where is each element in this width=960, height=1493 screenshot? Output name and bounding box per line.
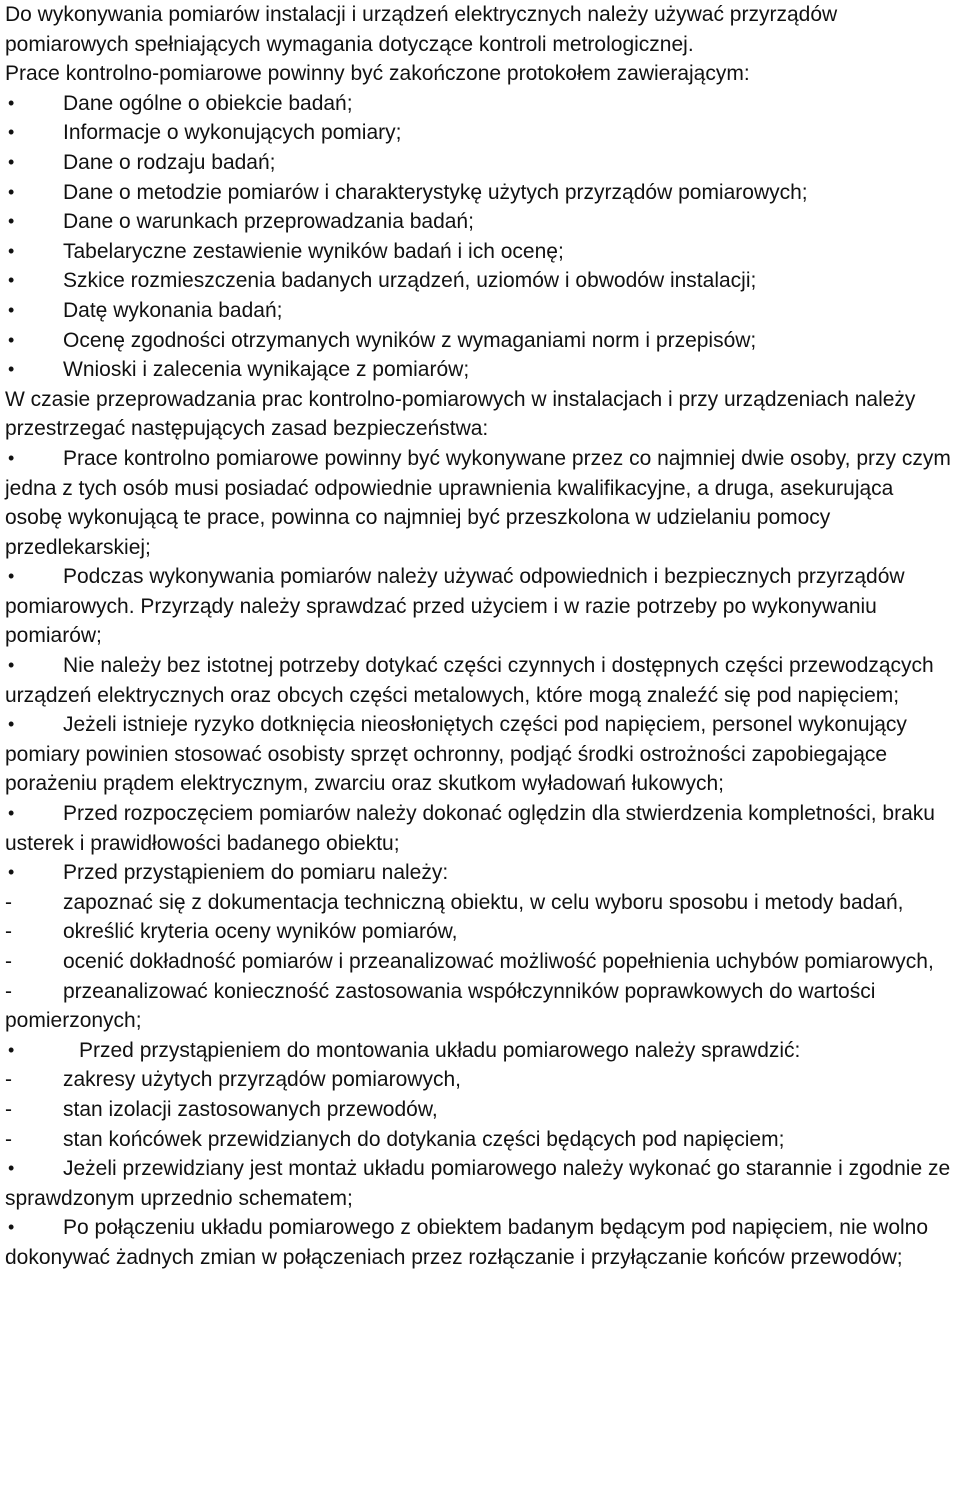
list-item-text: Dane o metodzie pomiarów i charakterystykę użytych przyrządów pomiarowych;	[63, 180, 808, 204]
list-item	[5, 89, 954, 119]
bullet-icon: •	[8, 803, 15, 824]
list-item	[5, 651, 954, 710]
bullet-icon: •	[8, 655, 15, 676]
dash-item	[5, 917, 954, 947]
list-item	[5, 296, 954, 326]
dash-item-text: stan końcówek przewidzianych do dotykania części będących pod napięciem;	[63, 1127, 785, 1151]
bullet-icon: •	[8, 1217, 15, 1238]
dash-item-text: zakresy użytych przyrządów pomiarowych,	[63, 1068, 461, 1092]
list-item-text: Podczas wykonywania pomiarów należy używać odpowiednich i bezpiecznych przyrządów pomiarowych. Przyrządy należy sprawdzać przed użyciem i w razie potrzeby po wykonywaniu pomiarów;	[5, 565, 905, 648]
list-item	[5, 178, 954, 208]
bullet-icon: •	[8, 329, 15, 350]
bullet-icon: •	[8, 714, 15, 735]
list-item	[5, 118, 954, 148]
list-item-text: Przed przystąpieniem do montowania układu pomiarowego należy sprawdzić:	[79, 1038, 801, 1062]
list-item-text: Ocenę zgodności otrzymanych wyników z wymaganiami norm i przepisów;	[63, 328, 757, 352]
bullet-icon: •	[8, 270, 15, 291]
list-item-text: Po połączeniu układu pomiarowego z obiektem badanym będącym pod napięciem, nie wolno dokonywać żadnych zmian w połączeniach przez rozłączanie i przyłączanie końców przewodów;	[5, 1216, 929, 1269]
bullet-icon: •	[8, 566, 15, 587]
list-item-text: Szkice rozmieszczenia badanych urządzeń, uziomów i obwodów instalacji;	[63, 269, 757, 293]
dash-item-text: stan izolacji zastosowanych przewodów,	[63, 1097, 438, 1121]
dash-icon: -	[5, 1127, 12, 1151]
bullet-icon: •	[8, 151, 15, 172]
list-item-text: Nie należy bez istotnej potrzeby dotykać części czynnych i dostępnych części przewodzących urządzeń elektrycznych oraz obcych części metalowych, które mogą znaleźć się pod napięciem;	[5, 654, 934, 707]
dash-item	[5, 977, 954, 1036]
list-item-text: Dane ogólne o obiekcie badań;	[63, 91, 353, 115]
paragraph-protocol: Prace kontrolno-pomiarowe powinny być zakończone protokołem zawierającym:	[5, 62, 750, 86]
list-item	[5, 1154, 954, 1213]
list-item-text: Jeżeli przewidziany jest montaż układu pomiarowego należy wykonać go starannie i zgodnie ze sprawdzonym uprzednio schematem;	[5, 1157, 951, 1210]
bullet-icon: •	[8, 92, 15, 113]
dash-icon: -	[5, 950, 12, 973]
dash-item-text: określić kryteria oceny wyników pomiarów,	[63, 920, 458, 944]
list-item	[5, 355, 954, 385]
list-item	[5, 562, 954, 651]
paragraph-intro: Do wykonywania pomiarów instalacji i urządzeń elektrycznych należy używać przyrządów pomiarowych spełniających wymagania dotyczące kontroli metrologicznej.	[5, 3, 838, 56]
list-item	[5, 148, 954, 178]
bullet-icon: •	[8, 211, 15, 232]
bullet-icon: •	[8, 1039, 15, 1060]
list-item-text: Przed przystąpieniem do pomiaru należy:	[63, 861, 449, 885]
dash-icon: -	[5, 1097, 12, 1121]
dash-icon: -	[5, 979, 12, 1003]
list-item-text: Datę wykonania badań;	[63, 298, 283, 322]
bullet-icon: •	[8, 1158, 15, 1179]
bullet-icon: •	[8, 240, 15, 261]
dash-item	[5, 947, 954, 977]
list-item-text: Prace kontrolno pomiarowe powinny być wykonywane przez co najmniej dwie osoby, przy czym jedna z tych osób musi posiadać odpowiednie uprawnienia kwalifikacyjne, a druga, asekurująca osobę wykonującą te prace, powinna co najmniej być przeszkolona w udzielaniu pomocy przedlekarskiej;	[5, 446, 951, 559]
bullet-icon: •	[8, 122, 15, 143]
dash-item	[5, 1095, 954, 1125]
bullet-icon: •	[8, 447, 15, 468]
dash-item-text: zapoznać się z dokumentacja techniczną obiektu, w celu wyboru sposobu i metody badań,	[63, 890, 904, 914]
dash-item	[5, 1065, 954, 1095]
list-item	[5, 710, 954, 799]
dash-icon: -	[5, 1068, 12, 1092]
bullet-icon: •	[8, 862, 15, 883]
paragraph-safety-rules: W czasie przeprowadzania prac kontrolno-pomiarowych w instalacjach i przy urządzeniach należy przestrzegać następujących zasad bezpieczeństwa:	[5, 387, 916, 441]
list-item-text: Wnioski i zalecenia wynikające z pomiarów;	[63, 358, 470, 382]
list-item	[5, 237, 954, 267]
dash-icon: -	[5, 890, 12, 914]
list-item	[5, 326, 954, 356]
list-item	[5, 266, 954, 296]
list-item-text: Przed rozpoczęciem pomiarów należy dokonać oględzin dla stwierdzenia kompletności, braku usterek i prawidłowości badanego obiektu;	[5, 802, 935, 855]
list-item	[5, 799, 954, 858]
list-item	[5, 858, 954, 888]
list-item-text: Dane o warunkach przeprowadzania badań;	[63, 210, 474, 234]
list-item	[5, 1213, 954, 1272]
bullet-icon: •	[8, 181, 15, 202]
dash-item-text: ocenić dokładność pomiarów i przeanalizować możliwość popełnienia uchybów pomiarowych,	[63, 950, 934, 973]
list-item-text: Informacje o wykonujących pomiary;	[63, 121, 402, 145]
bullet-icon: •	[8, 359, 15, 380]
list-item-text: Jeżeli istnieje ryzyko dotknięcia nieosłoniętych części pod napięciem, personel wykonujący pomiary powinien stosować osobisty sprzęt ochronny, podjąć środki ostrożności zapobiegające porażeniu prądem elektrycznym, zwarciu oraz skutkom wyładowań łukowych;	[5, 713, 907, 796]
list-item	[5, 444, 954, 562]
dash-item-text: przeanalizować konieczność zastosowania współczynników poprawkowych do wartości pomierzonych;	[5, 979, 876, 1033]
dash-icon: -	[5, 920, 12, 944]
dash-item	[5, 1125, 954, 1155]
bullet-icon: •	[8, 299, 15, 320]
list-item-text: Dane o rodzaju badań;	[63, 150, 276, 174]
list-item-text: Tabelaryczne zestawienie wyników badań i ich ocenę;	[63, 239, 564, 263]
list-item	[5, 1036, 954, 1066]
dash-item	[5, 888, 954, 918]
list-item	[5, 207, 954, 237]
